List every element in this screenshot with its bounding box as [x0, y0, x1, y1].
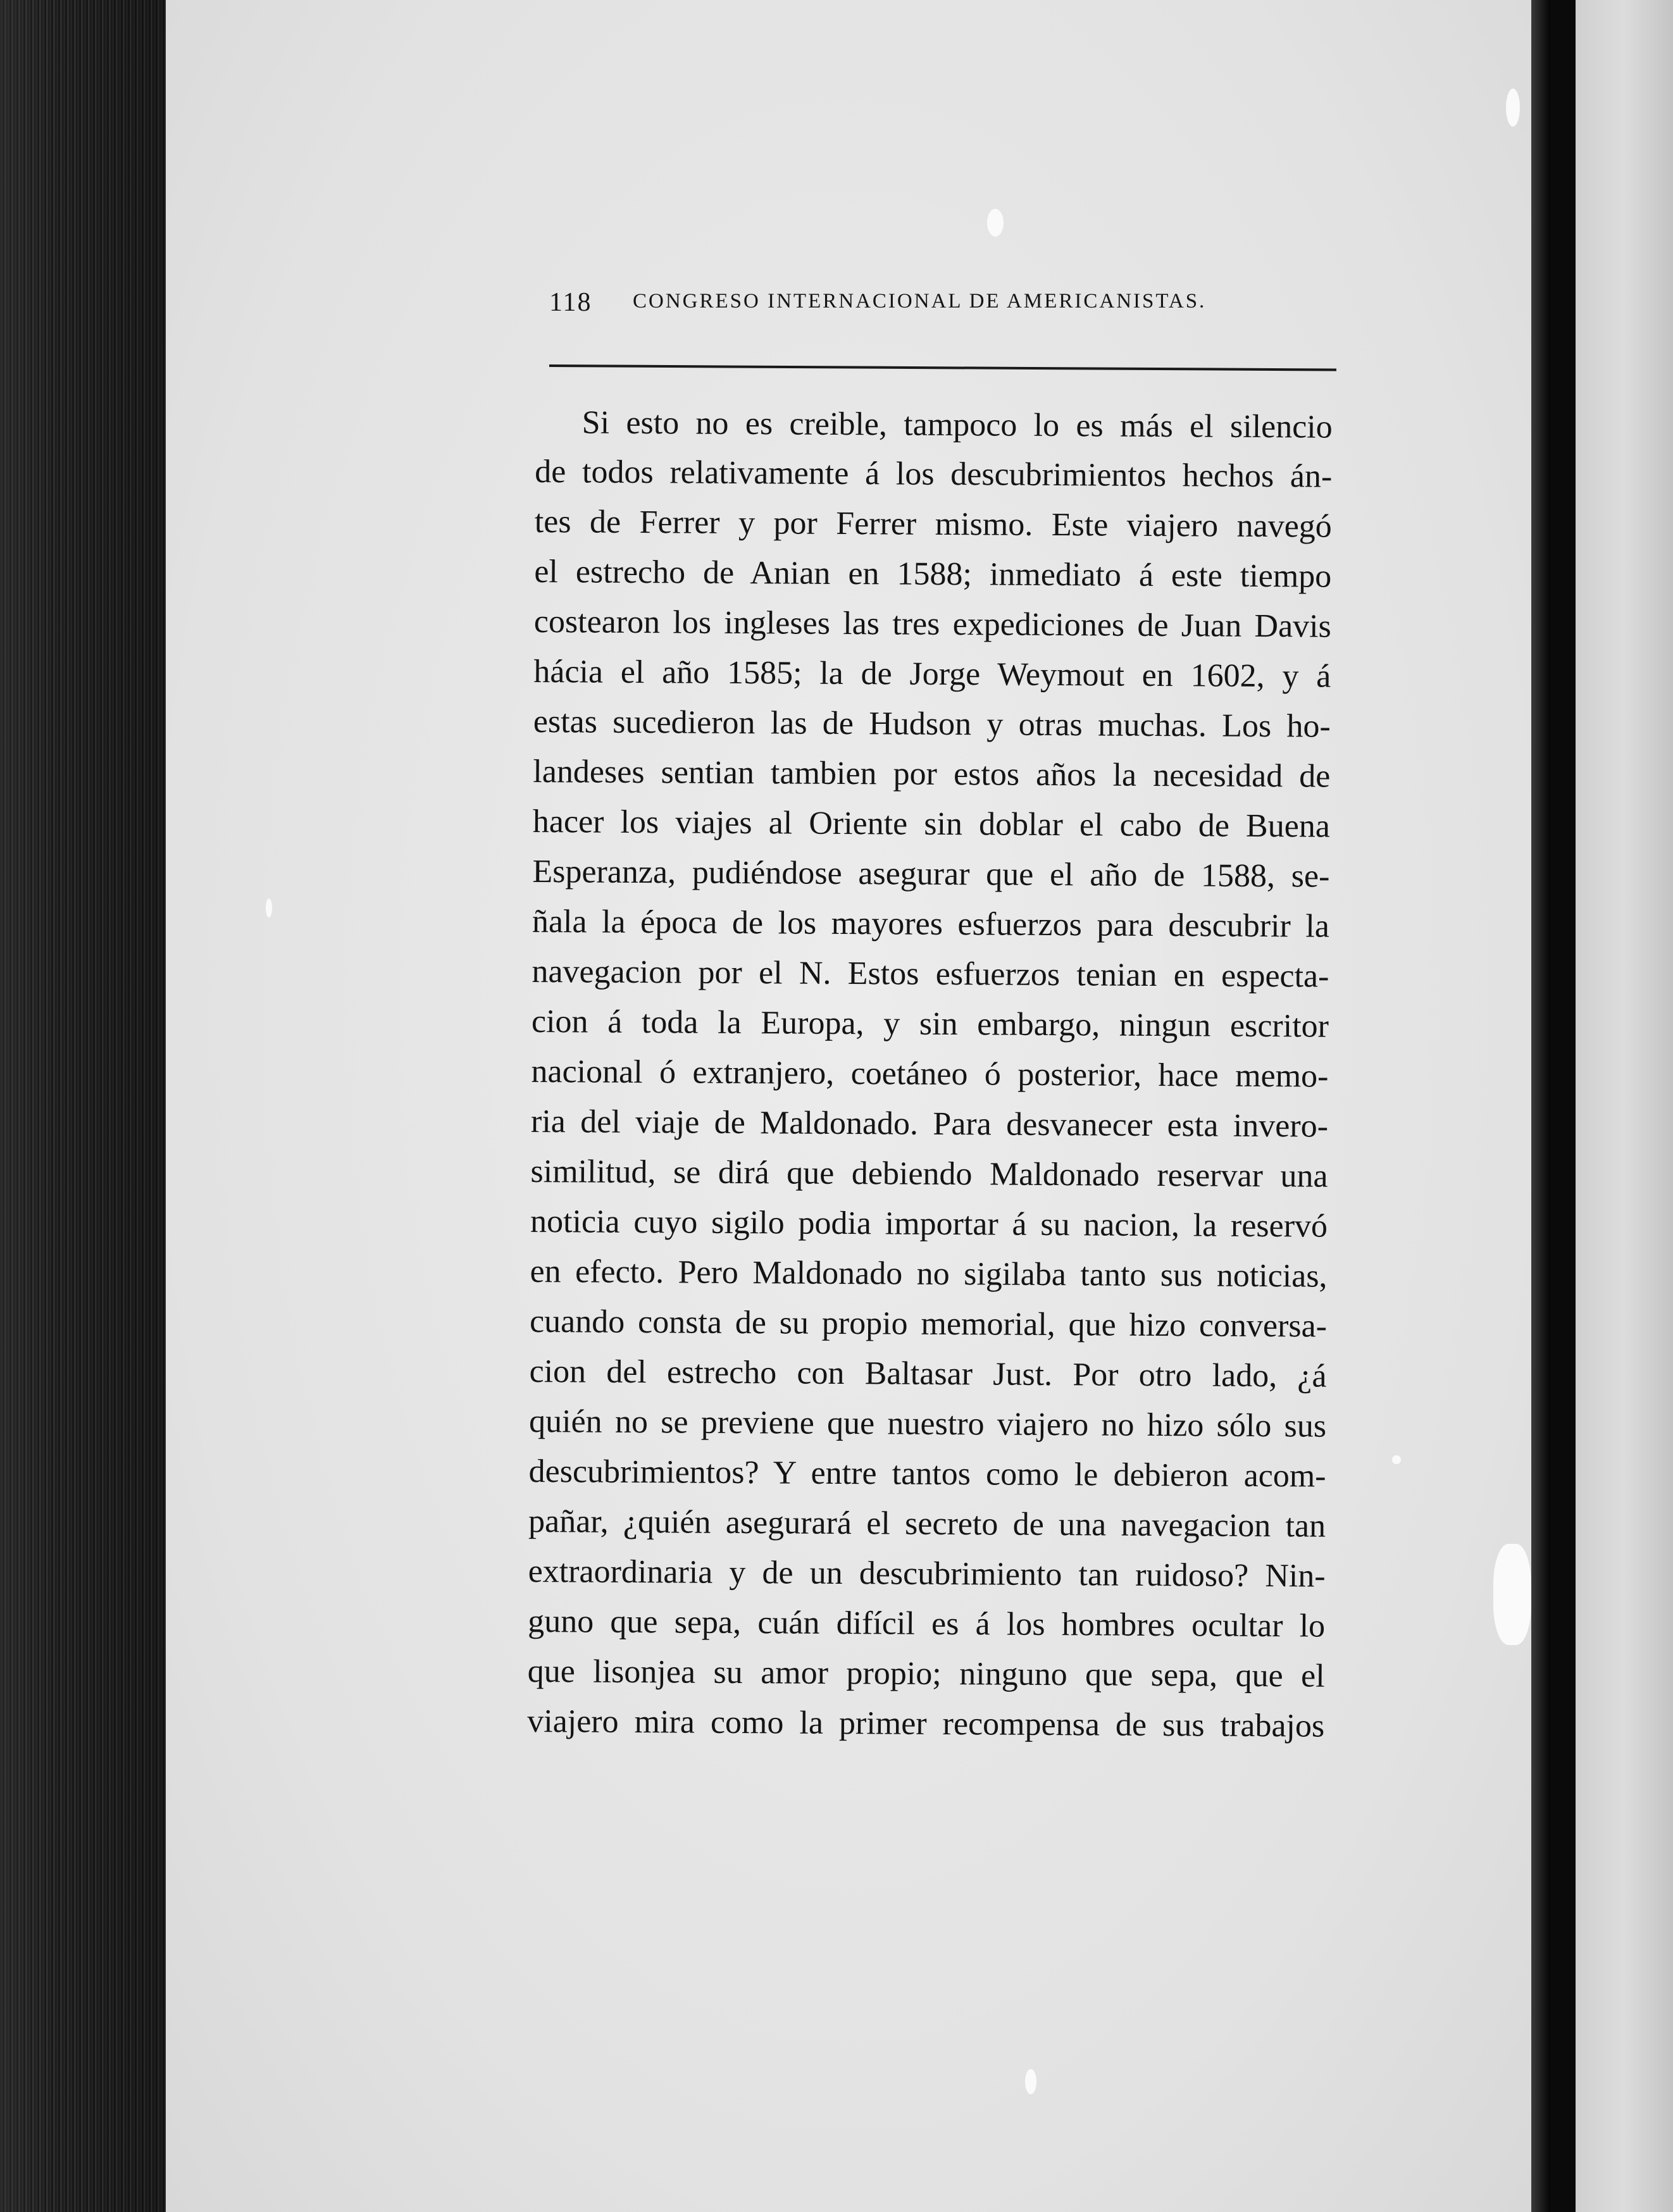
text-line: landeses sentian tambien por estos años la necesidad de [533, 753, 1331, 795]
text-line: el estrecho de Anian en 1588; inmediato á este tiempo [534, 553, 1332, 595]
text-line: pañar, ¿quién asegurará el secreto de una navegacion tan [528, 1503, 1326, 1544]
page-gutter-shadow [1531, 0, 1550, 2212]
text-line: en efecto. Pero Maldonado no sigilaba tanto sus noticias, [530, 1253, 1328, 1295]
text-line: noticia cuyo sigilo podia importar á su nacion, la reservó [530, 1203, 1328, 1245]
scan-speck [1493, 1544, 1531, 1645]
text-line: guno que sepa, cuán difícil es á los hombres ocultar lo [528, 1603, 1326, 1644]
text-line: similitud, se dirá que debiendo Maldonado reservar una [530, 1153, 1328, 1195]
text-line: estas sucedieron las de Hudson y otras muchas. Los ho- [533, 703, 1331, 745]
text-line: quién no se previene que nuestro viajero no hizo sólo sus [528, 1403, 1327, 1445]
text-line: cion á toda la Europa, y sin embargo, ningun escritor [531, 1003, 1329, 1045]
text-line: cuando consta de su propio memorial, que hizo conversa- [529, 1303, 1328, 1345]
text-line: ñala la época de los mayores esfuerzos para descubrir la [532, 903, 1330, 945]
text-line: Esperanza, pudiéndose asegurar que el año de 1588, se- [532, 853, 1330, 895]
running-title: CONGRESO INTERNACIONAL DE AMERICANISTAS. [633, 290, 1207, 313]
text-line: extraordinaria y de un descubrimiento tan ruidoso? Nin- [528, 1553, 1326, 1594]
text-line: cion del estrecho con Baltasar Just. Por otro lado, ¿á [529, 1353, 1327, 1395]
text-line: que lisonjea su amor propio; ninguno que sepa, que el [527, 1653, 1325, 1694]
facing-page-dark-edge [1550, 0, 1576, 2212]
text-line: descubrimientos? Y entre tantos como le debieron acom- [528, 1453, 1326, 1494]
running-head [549, 283, 1340, 328]
text-line: costearon los ingleses las tres expediciones de Juan Davis [533, 603, 1331, 645]
scan-speck [987, 209, 1004, 237]
page-number: 118 [549, 288, 592, 317]
text-line: de todos relativamente á los descubrimientos hechos án- [535, 453, 1333, 495]
text-line: viajero mira como la primer recompensa de sus trabajos [527, 1703, 1325, 1744]
text-line: hácia el año 1585; la de Jorge Weymout en 1602, y á [533, 653, 1331, 695]
scan-speck [266, 898, 272, 917]
book-edge-shading [0, 0, 166, 2212]
text-line: Si esto no es creible, tampoco lo es más el silencio [582, 404, 1333, 445]
scan-speck [1392, 1455, 1401, 1464]
scan-speck [1506, 89, 1520, 127]
text-line: hacer los viajes al Oriente sin doblar el cabo de Buena [532, 803, 1331, 845]
text-line: ria del viaje de Maldonado. Para desvanecer esta invero- [530, 1103, 1329, 1145]
text-line: navegacion por el N. Estos esfuerzos tenian en especta- [532, 953, 1329, 995]
text-line: tes de Ferrer y por Ferrer mismo. Este viajero navegó [534, 503, 1332, 545]
text-line: nacional ó extranjero, coetáneo ó posterior, hace memo- [531, 1053, 1329, 1095]
scan-speck [1025, 2069, 1036, 2094]
